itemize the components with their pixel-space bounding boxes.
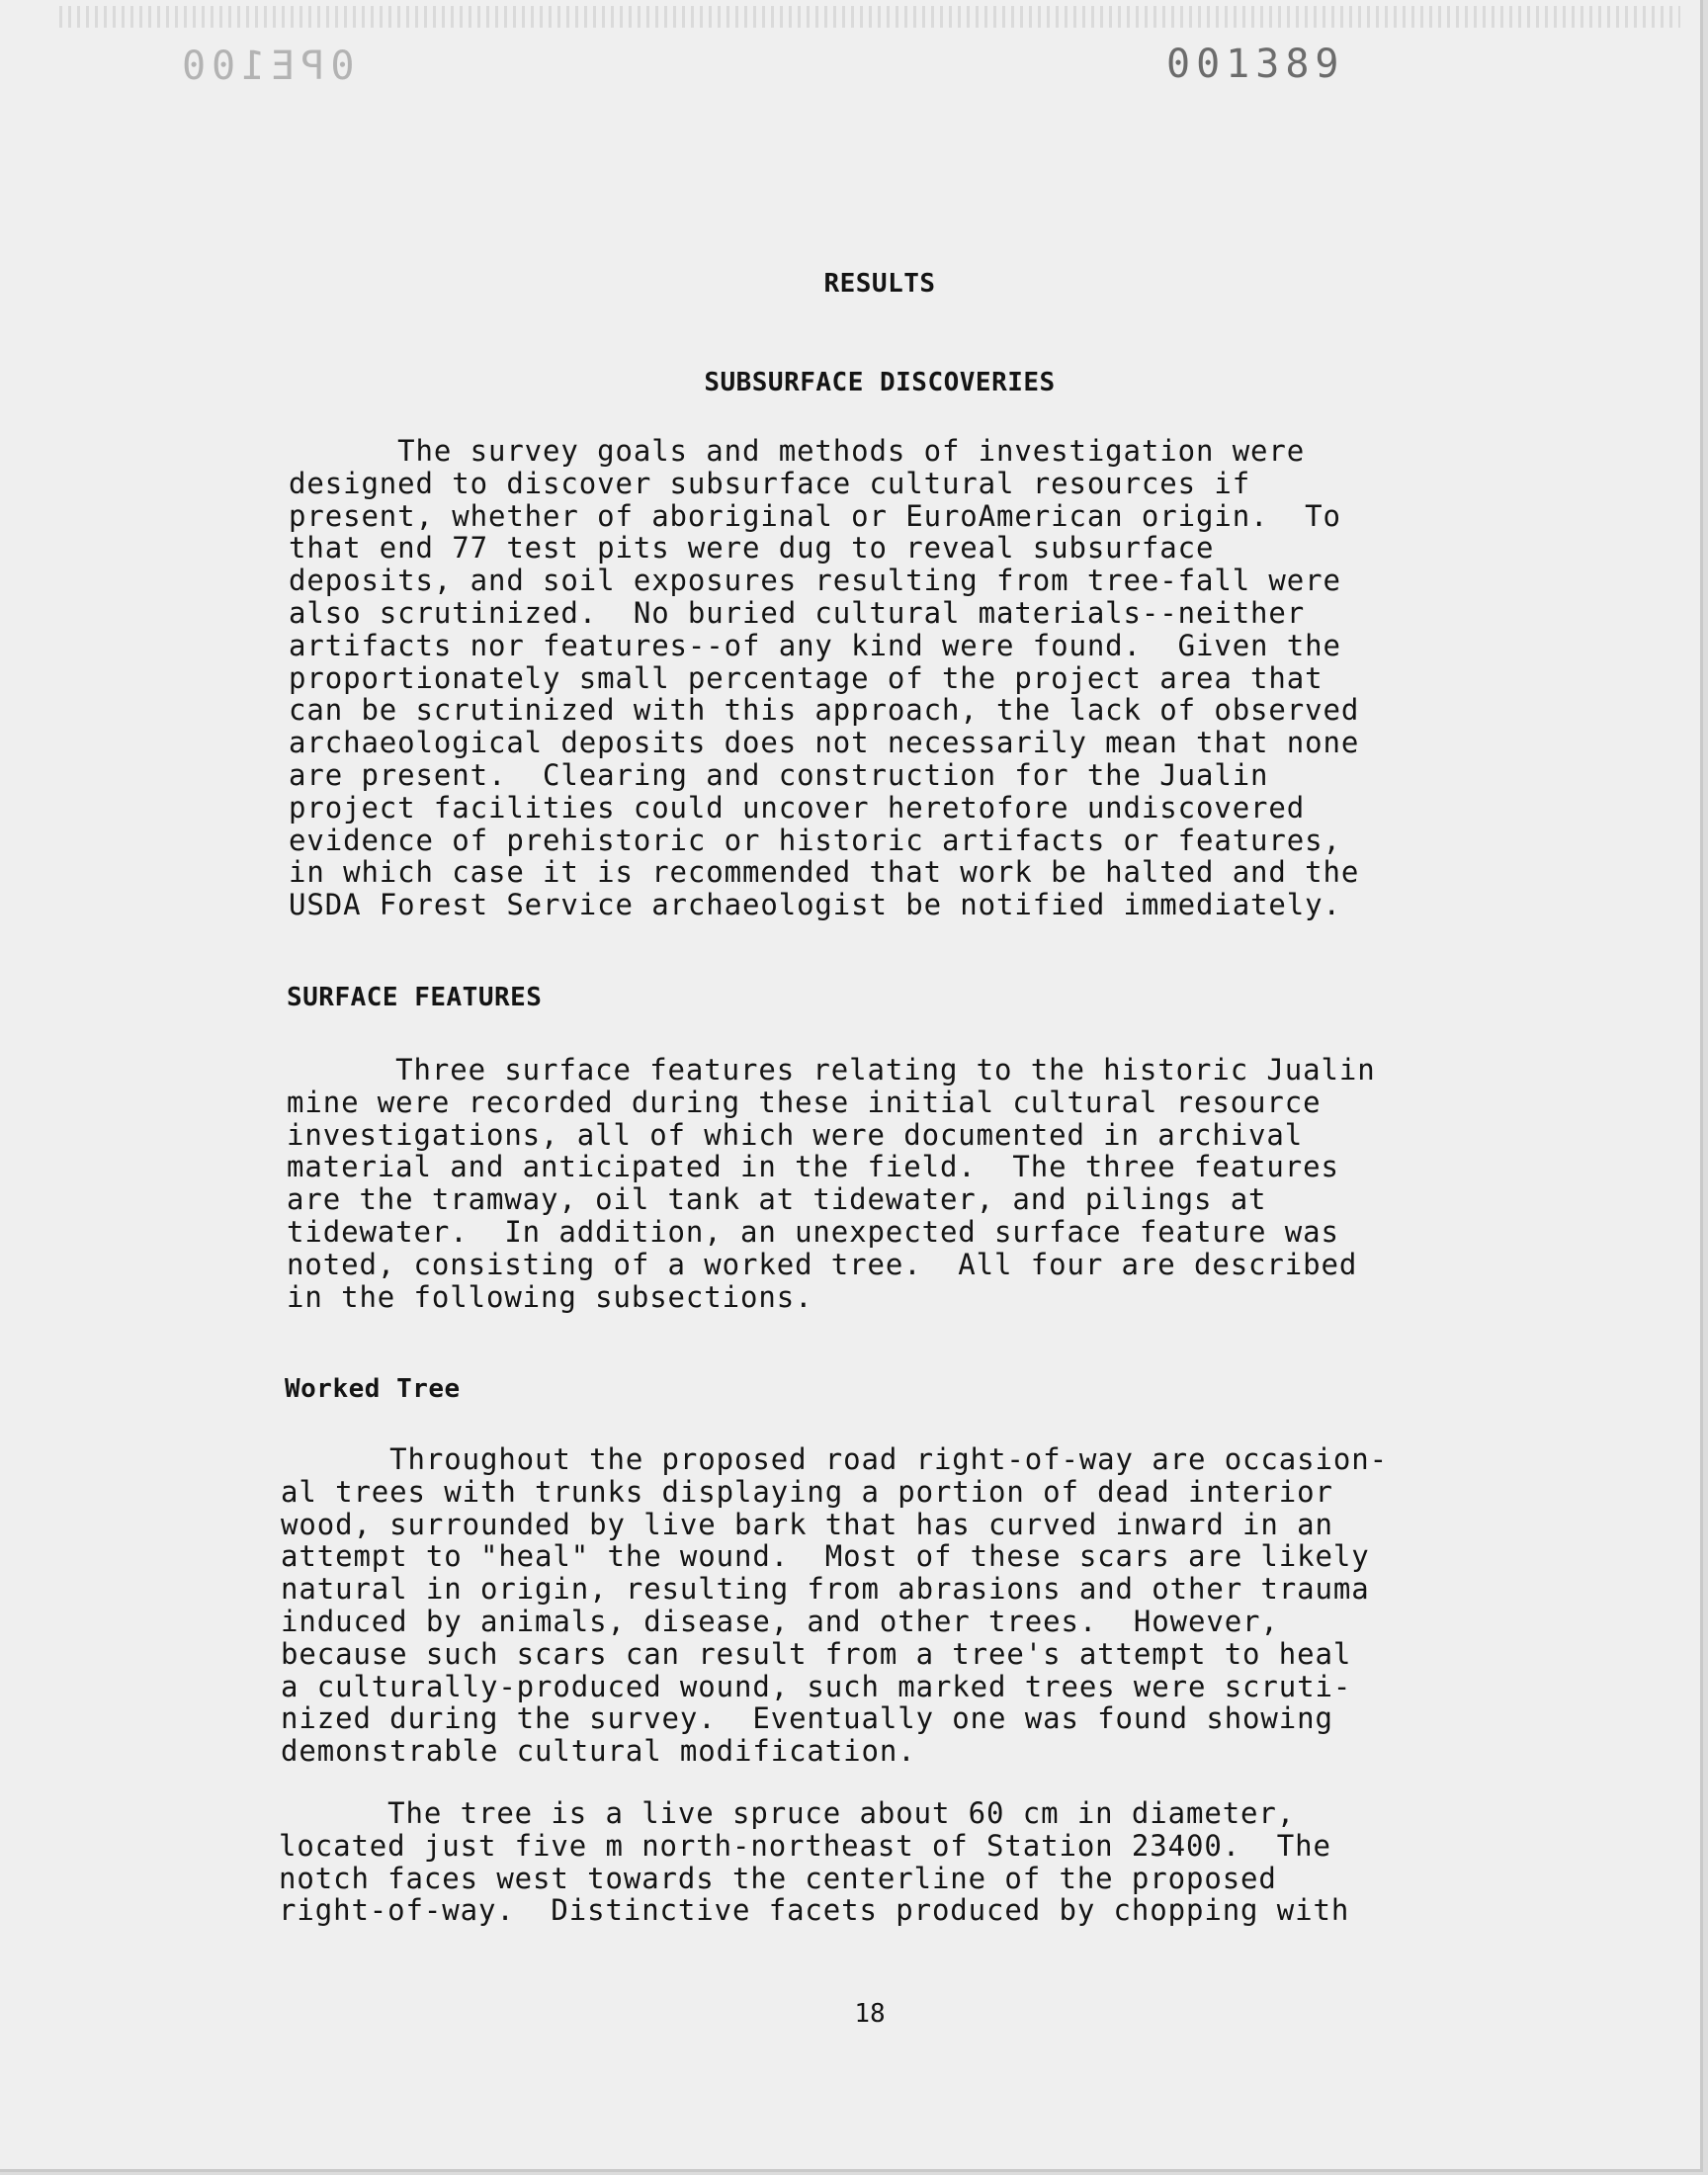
section-heading-worked-tree: Worked Tree bbox=[285, 1374, 461, 1404]
bleed-through-stamp: 0PE100 bbox=[176, 44, 355, 89]
section-heading-subsurface: SUBSURFACE DISCOVERIES bbox=[704, 368, 1056, 397]
scan-artifact bbox=[59, 6, 1680, 28]
paragraph-subsurface: The survey goals and methods of investigation were designed to discover subsurface cultural resources if present, whether of aboriginal or EuroAmerican origin. To that end 77 test pits were dug to reveal subsurface deposits, and soil exposures resulting from tree-fall were also scrutinized. No buried cultural materials--neither artifacts nor features--of any kind were found. Given the proportionately small percentage of the project area that can be scrutinized with this approach, the lack of observed archaeological deposits does not necessarily mean that none are present. Clearing and construction for the Jualin project facilities could uncover heretofore undiscovered evidence of prehistoric or historic artifacts or features, in which case it is recommended that work be halted and the USDA Forest Service archaeologist be notified immediately. bbox=[289, 434, 1360, 922]
page-title: RESULTS bbox=[823, 269, 936, 299]
section-heading-surface-features: SURFACE FEATURES bbox=[287, 983, 543, 1012]
paragraph-surface-features: Three surface features relating to the historic Jualin mine were recorded during these initial cultural resource investigations, all of which were documented in archival material and anticipated in the field. The three features are the tramway, oil tank at tidewater, and pilings at tidewater. In addition, an unexpected surface feature was noted, consisting of a worked tree. All four are described in the following subsections. bbox=[287, 1053, 1376, 1314]
page-number: 18 bbox=[854, 1999, 886, 2029]
paragraph-worked-tree-2: The tree is a live spruce about 60 cm in diameter, located just five m north-northeast of Station 23400. The notch faces west towards the centerline of the proposed right-of-way. Distinctive facets produced by chopping with bbox=[279, 1796, 1350, 1928]
paragraph-worked-tree-1: Throughout the proposed road right-of-way are occasion- al trees with trunks displaying a portion of dead interior wood, surrounded by live bark that has curved inward in an attempt to "heal" the wound. Most of these scars are likely natural in origin, resulting from abrasions and other trauma induced by animals, disease, and other trees. However, because such scars can result from a tree's attempt to heal a culturally-produced wound, such marked trees were scruti- nized during the survey. Eventually one was found showing demonstrable cultural modification. bbox=[281, 1442, 1388, 1769]
document-number-stamp: 001389 bbox=[1166, 42, 1345, 87]
